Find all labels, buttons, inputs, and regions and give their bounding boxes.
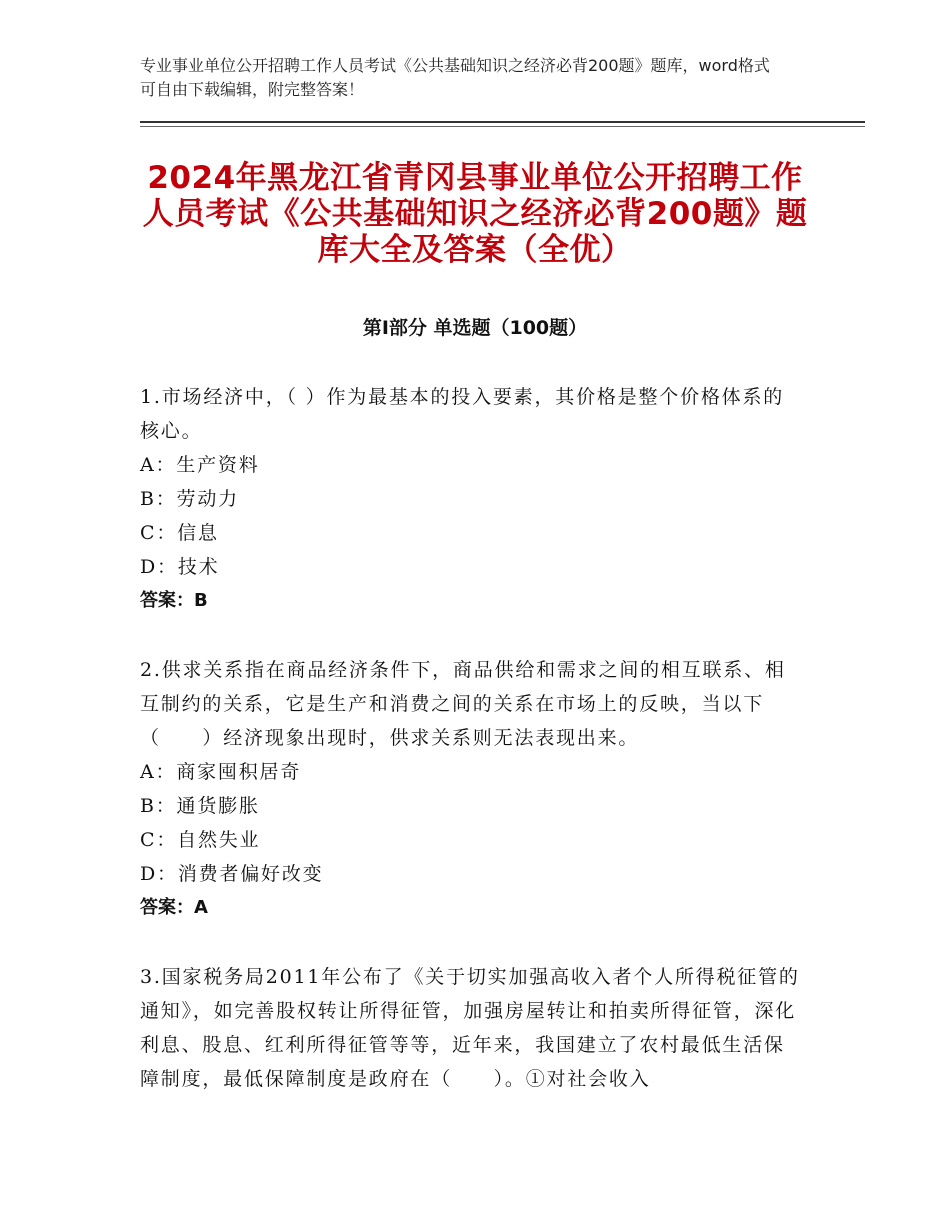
option-c: C：信息 <box>140 522 219 544</box>
option-b: B：劳动力 <box>140 488 239 510</box>
answer: 答案：B <box>140 590 208 611</box>
answer: 答案：A <box>140 897 208 918</box>
header-rule-thin <box>140 126 865 127</box>
question-list <box>140 380 800 1131</box>
option-a: A：商家囤积居奇 <box>140 761 302 783</box>
option-c: C：自然失业 <box>140 829 261 851</box>
header-rule-thick <box>140 121 865 123</box>
option-d: D：技术 <box>140 556 220 578</box>
option-a: A：生产资料 <box>140 454 260 476</box>
question-stem: 2.供求关系指在商品经济条件下，商品供给和需求之间的相互联系、相互制约的关系，它是生产和消费之间的关系在市场上的反映，当以下（ ）经济现象出现时，供求关系则无法表现出来。 <box>140 659 786 749</box>
question-1 <box>140 380 800 618</box>
document-title: 2024年黑龙江省青冈县事业单位公开招聘工作人员考试《公共基础知识之经济必背200题》题库大全及答案（全优） <box>142 160 808 268</box>
section-title: 第Ⅰ部分 单选题（100题） <box>362 317 588 339</box>
option-b: B：通货膨胀 <box>140 795 260 817</box>
question-3 <box>140 960 800 1096</box>
option-d: D：消费者偏好改变 <box>140 863 324 885</box>
question-stem: 3.国家税务局2011年公布了《关于切实加强高收入者个人所得税征管的通知》，如完善股权转让所得征管，加强房屋转让和拍卖所得征管，深化利息、股息、红利所得征管等等，近年来，我国建立了农村最低生活保障制度，最低保障制度是政府在（ ）。①对社会收入 <box>140 966 800 1090</box>
question-2 <box>140 653 800 925</box>
header-note: 专业事业单位公开招聘工作人员考试《公共基础知识之经济必背200题》题库，word格式可自由下载编辑，附完整答案！ <box>140 56 770 99</box>
question-stem: 1.市场经济中，（ ）作为最基本的投入要素，其价格是整个价格体系的核心。 <box>140 386 785 442</box>
